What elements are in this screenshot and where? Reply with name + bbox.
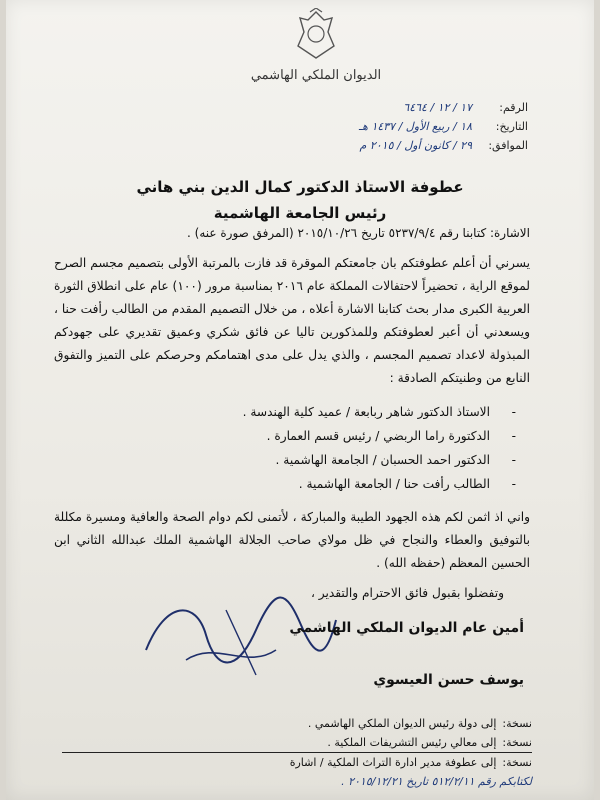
recipient-list xyxy=(56,400,516,496)
closing-line: وتفضلوا بقبول فائق الاحترام والتقدير ، xyxy=(310,586,504,600)
corresponding-value: ٢٩ / كانون أول / ٢٠١٥ م xyxy=(359,139,472,152)
letter-page xyxy=(6,0,594,800)
list-item xyxy=(56,424,516,448)
letter-meta xyxy=(318,98,528,155)
copy-text: إلى دولة رئيس الديوان الملكي الهاشمي . xyxy=(307,717,497,730)
signer-name: يوسف حسن العيسوي xyxy=(373,672,524,688)
copy-text: إلى معالي رئيس التشريفات الملكية . xyxy=(327,736,497,749)
royal-crest-icon xyxy=(294,8,338,62)
copy-row xyxy=(52,733,532,752)
meta-corresponding-row xyxy=(318,136,528,155)
number-label: الرقم: xyxy=(499,101,528,114)
signer-title: أمين عام الديوان الملكي الهاشمي xyxy=(289,620,524,636)
copy-row xyxy=(52,772,532,791)
recipient-name: الاستاذ الدكتور شاهر ربابعة / عميد كلية الهندسة . xyxy=(242,405,490,419)
reference-line: الاشارة: كتابنا رقم ٥٢٣٧/٩/٤ تاريخ ٢٠١٥/١٠/٢٦ (المرفق صورة عنه) . xyxy=(187,226,530,240)
list-dash: - xyxy=(511,429,516,443)
list-dash: - xyxy=(511,405,516,419)
date-label: التاريخ: xyxy=(495,120,528,133)
letterhead xyxy=(250,8,382,88)
copy-text: إلى عطوفة مدير ادارة التراث الملكية / اشارة xyxy=(289,756,497,769)
recipient-name: الدكتور احمد الحسبان / الجامعة الهاشمية . xyxy=(275,453,490,467)
meta-date-row xyxy=(318,117,528,136)
list-item xyxy=(56,472,516,496)
list-dash: - xyxy=(511,477,516,491)
list-item xyxy=(56,448,516,472)
list-dash: - xyxy=(511,453,516,467)
list-item xyxy=(56,400,516,424)
recipient-name: الدكتورة راما الربضي / رئيس قسم العمارة . xyxy=(266,429,490,443)
copy-row xyxy=(52,753,532,772)
copy-row xyxy=(52,714,532,733)
body-paragraph-1: يسرني أن أعلم عطوفتكم بان جامعتكم الموقرة قد فازت بالمرتبة الأولى بتصميم مجسم الصرح لموقع الراية ، تحضيراً لاحتفالات المملكة عام ٢٠١٦ بمناسبة مرور (١٠٠) عام على انطلاق الثورة العربية الكبرى مدار بحث كتابنا الاشارة أعلاه ، من خلال التصميم المقدم من الطالب رأفت حنا ، ويسعدني أن أعبر لعطوفتكم وللمذكورين تاليا عن فائق شكري وعميق تقديري على جهودكم المبذولة لاعداد تصميم المجسم ، والذي يدل على مدى اهتمامكم وحرصكم على التميز والتفوق النابع من وطنيتكم الصادقة : xyxy=(54,256,530,385)
copy-text: لكتابكم رقم ٥١٢/٢/١١ تاريخ ٢٠١٥/١٢/٢١ . xyxy=(341,775,532,788)
copy-label: نسخة: xyxy=(502,717,532,730)
addressee-name: عطوفة الاستاذ الدكتور كمال الدين بني هاني xyxy=(136,178,464,196)
addressee xyxy=(6,174,594,226)
number-value: ١٧ / ١٢ / ٦٤٦٤ xyxy=(403,101,472,114)
date-value: ١٨ / ربيع الأول / ١٤٣٧ هـ xyxy=(358,120,472,133)
org-name: الديوان الملكي الهاشمي xyxy=(250,68,382,83)
body-paragraph-2: واني اذ اثمن لكم هذه الجهود الطيبة والمباركة ، لأتمنى لكم دوام الصحة والعافية ومسيرة مكللة بالتوفيق والعطاء والنجاح في ظل مولاي صاحب الجلالة الهاشمية الملك عبدالله الثاني ابن الحسين المعظم (حفظه الله) . xyxy=(54,510,530,570)
recipient-name: الطالب رأفت حنا / الجامعة الهاشمية . xyxy=(298,477,490,491)
copy-label: نسخة: xyxy=(502,736,532,749)
meta-number-row xyxy=(318,98,528,117)
addressee-position: رئيس الجامعة الهاشمية xyxy=(213,204,387,222)
corresponding-label: الموافق: xyxy=(488,139,528,152)
copies-section xyxy=(52,714,532,791)
copy-label: نسخة: xyxy=(502,756,532,769)
